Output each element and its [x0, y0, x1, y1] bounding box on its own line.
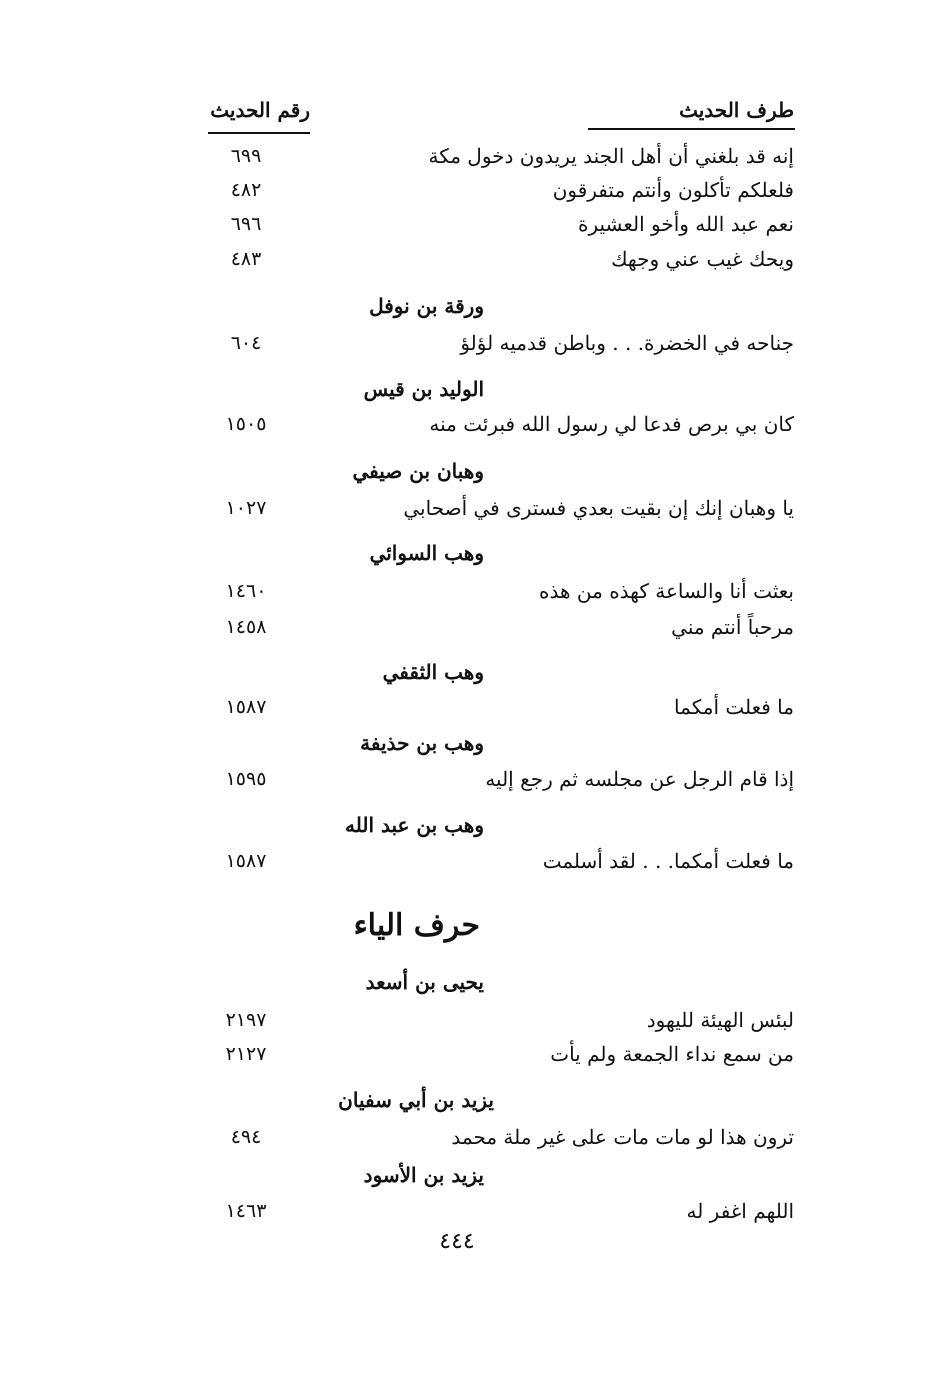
header-underline-left [208, 132, 310, 134]
hadith-text: ما فعلت أمكما [674, 695, 794, 719]
index-row [0, 490, 934, 526]
narrator-heading: وهب بن عبد الله [345, 813, 484, 837]
narrator-heading: يزيد بن أبي سفيان [338, 1088, 494, 1112]
hadith-number-column-header: رقم الحديث [210, 98, 310, 122]
hadith-number: ٤٨٢ [230, 179, 262, 201]
hadith-text: ترون هذا لو مات مات على غير ملة محمد [451, 1125, 794, 1149]
index-row [0, 573, 934, 609]
hadith-number: ٤٨٣ [230, 248, 262, 270]
hadith-number: ٦٠٤ [230, 332, 262, 354]
narrator-heading: وهب السوائي [369, 541, 484, 565]
hadith-number: ١٤٥٨ [225, 616, 267, 638]
index-row [0, 1193, 934, 1229]
narrator-heading: يزيد بن الأسود [363, 1163, 484, 1187]
index-row [0, 172, 934, 208]
index-row [0, 325, 934, 361]
hadith-text: يا وهبان إنك إن بقيت بعدي فسترى في أصحابي [403, 496, 794, 520]
hadith-number: ٦٩٩ [230, 145, 262, 167]
hadith-text: إذا قام الرجل عن مجلسه ثم رجع إليه [485, 767, 794, 791]
hadith-number: ١٥٨٧ [225, 850, 267, 872]
section-heading: حرف الياء [353, 908, 480, 943]
index-row [0, 1119, 934, 1155]
header-underline-right [588, 128, 795, 130]
narrator-heading: ورقة بن نوفل [369, 294, 484, 318]
hadith-number: ٢١٢٧ [225, 1043, 267, 1065]
index-row [0, 1036, 934, 1072]
index-row [0, 138, 934, 174]
narrator-heading: وهب الثقفي [382, 660, 484, 684]
index-row [0, 406, 934, 442]
hadith-number: ١٤٦٠ [225, 580, 267, 602]
index-row [0, 843, 934, 879]
hadith-text: بعثت أنا والساعة كهذه من هذه [539, 579, 794, 603]
narrator-heading: وهب بن حذيفة [360, 731, 484, 755]
index-row [0, 206, 934, 242]
hadith-text: كان بي برص فدعا لي رسول الله فبرئت منه [429, 412, 794, 436]
hadith-number: ١٤٦٣ [225, 1200, 267, 1222]
hadith-text: من سمع نداء الجمعة ولم يأت [550, 1042, 794, 1066]
index-row [0, 689, 934, 725]
hadith-number: ٢١٩٧ [225, 1009, 267, 1031]
hadith-text: ما فعلت أمكما. . . لقد أسلمت [542, 849, 794, 873]
hadith-text: فلعلكم تأكلون وأنتم متفرقون [552, 178, 794, 202]
narrator-heading: وهبان بن صيفي [352, 459, 484, 483]
hadith-number: ٤٩٤ [230, 1126, 262, 1148]
page-number: ٤٤٤ [439, 1229, 475, 1254]
index-row [0, 761, 934, 797]
hadith-number: ١٥٨٧ [225, 696, 267, 718]
hadith-text-column-header: طرف الحديث [679, 98, 794, 122]
hadith-text: جناحه في الخضرة. . . وباطن قدميه لؤلؤ [460, 331, 794, 355]
hadith-number: ١٥٠٥ [225, 413, 267, 435]
hadith-text: لبئس الهيئة لليهود [646, 1008, 794, 1032]
hadith-number: ١٥٩٥ [225, 768, 267, 790]
hadith-text: ويحك غيب عني وجهك [611, 247, 794, 271]
hadith-number: ١٠٢٧ [225, 497, 267, 519]
index-row [0, 609, 934, 645]
index-row [0, 1002, 934, 1038]
hadith-text: مرحباً أنتم مني [671, 615, 794, 639]
hadith-text: اللهم اغفر له [686, 1199, 794, 1223]
narrator-heading: يحيى بن أسعد [365, 970, 484, 994]
hadith-text: نعم عبد الله وأخو العشيرة [577, 212, 794, 236]
narrator-heading: الوليد بن قيس [363, 377, 484, 401]
hadith-text: إنه قد بلغني أن أهل الجند يريدون دخول مكة [428, 144, 794, 168]
hadith-number: ٦٩٦ [230, 213, 262, 235]
index-row [0, 241, 934, 277]
